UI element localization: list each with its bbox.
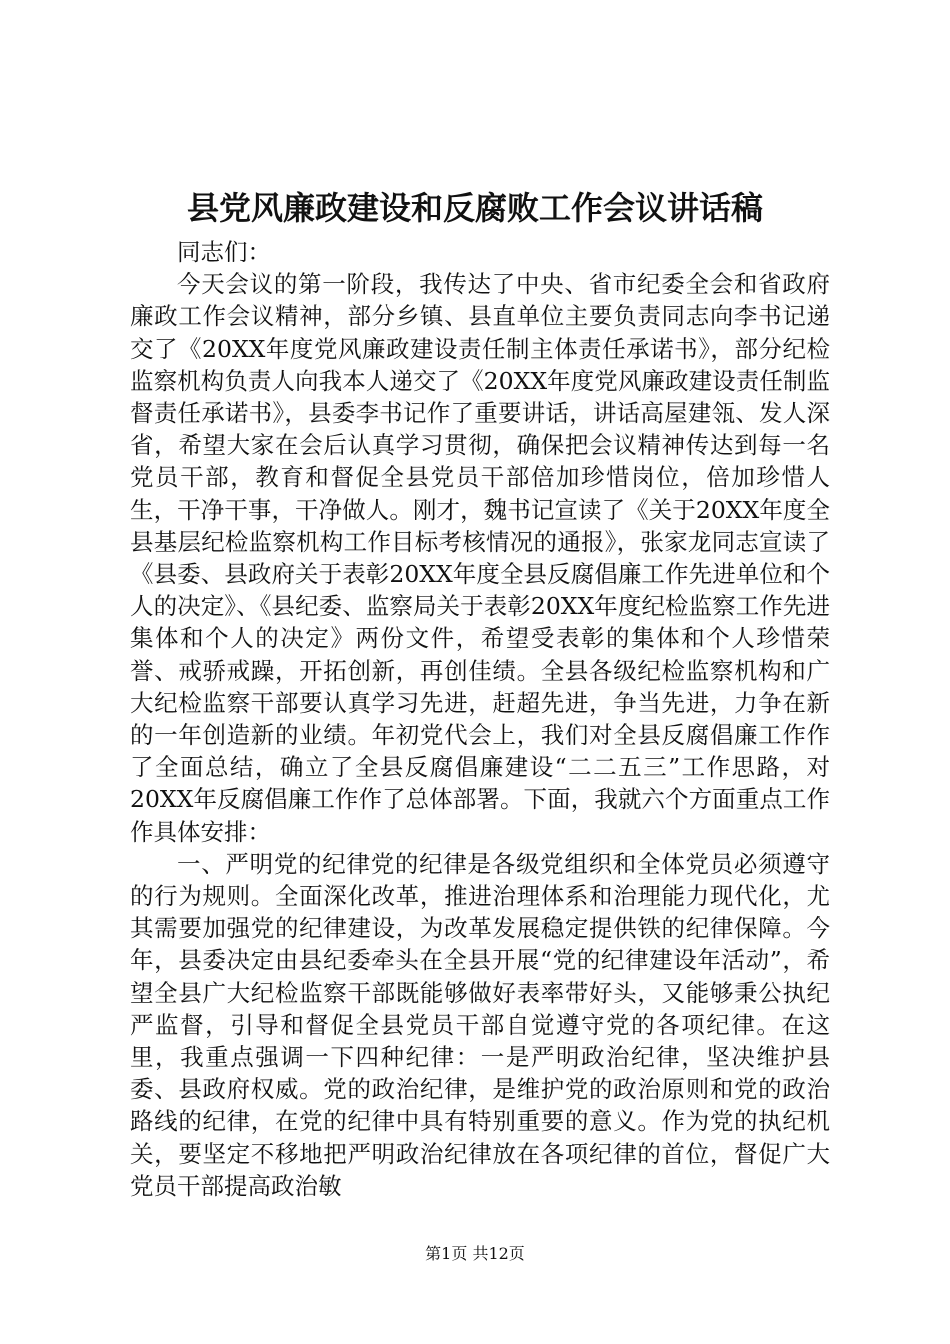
document-title: 县党风廉政建设和反腐败工作会议讲话稿 <box>186 189 763 227</box>
document-body <box>130 236 830 1202</box>
salutation: 同志们： <box>177 238 271 266</box>
paragraph-1: 今天会议的第一阶段，我传达了中央、省市纪委全会和省政府廉政工作会议精神，部分乡镇、县直单位主要负责同志向李书记递交了《20XX年度党风廉政建设责任制主体责任承诺书》，部分纪检监察机构负责人向我本人递交了《20XX年度党风廉政建设责任制监督责任承诺书》，县委李书记作了重要讲话，讲话高屋建瓴、发人深省，希望大家在会后认真学习贯彻，确保把会议精神传达到每一名党员干部，教育和督促全县党员干部倍加珍惜岗位，倍加珍惜人生，干净干事，干净做人。刚才，魏书记宣读了《关于20XX年度全县基层纪检监察机构工作目标考核情况的通报》，张家龙同志宣读了《县委、县政府关于表彰20XX年度全县反腐倡廉工作先进单位和个人的决定》、《县纪委、监察局关于表彰20XX年度纪检监察工作先进集体和个人的决定》两份文件，希望受表彰的集体和个人珍惜荣誉、戒骄戒躁，开拓创新，再创佳绩。全县各级纪检监察机构和广大纪检监察干部要认真学习先进，赶超先进，争当先进，力争在新的一年创造新的业绩。年初党代会上，我们对全县反腐倡廉工作作了全面总结，确立了全县反腐倡廉建设“二二五三”工作思路，对20XX年反腐倡廉工作作了总体部署。下面，我就六个方面重点工作作具体安排： <box>130 270 830 846</box>
page-number: 第1页 共12页 <box>425 1244 525 1263</box>
paragraph-2: 一、严明党的纪律党的纪律是各级党组织和全体党员必须遵守的行为规则。全面深化改革，推进治理体系和治理能力现代化，尤其需要加强党的纪律建设，为改革发展稳定提供铁的纪律保障。今年，县委决定由县纪委牵头在全县开展“党的纪律建设年活动”，希望全县广大纪检监察干部既能够做好表率带好头，又能够秉公执纪严监督，引导和督促全县党员干部自觉遵守党的各项纪律。在这里，我重点强调一下四种纪律：一是严明政治纪律，坚决维护县委、县政府权威。党的政治纪律，是维护党的政治原则和党的政治路线的纪律，在党的纪律中具有特别重要的意义。作为党的执纪机关，要坚定不移地把严明政治纪律放在各项纪律的首位，督促广大党员干部提高政治敏 <box>130 849 830 1200</box>
